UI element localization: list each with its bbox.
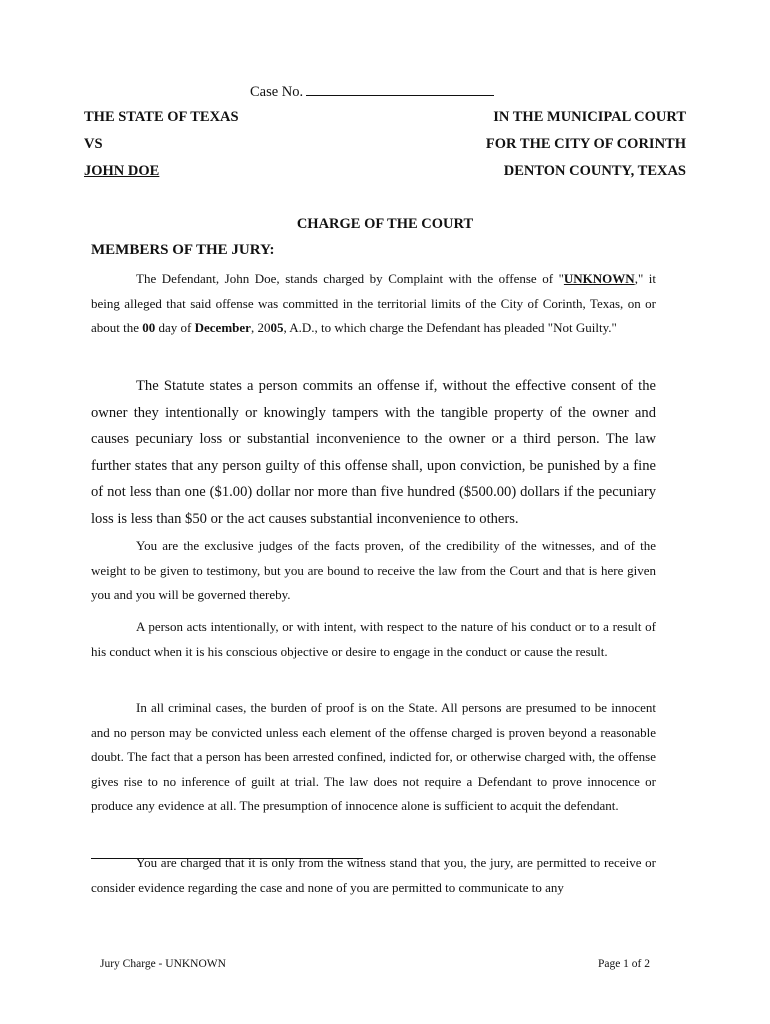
paragraph-charge: The Defendant, John Doe, stands charged by Complaint with the offense of "UNKNOWN," it being alleged that said offense was committed in the territorial limits of the City of Corinth, Texas, on or about the 00 day of December, 2005, A.D., to which charge the Defendant has pleaded "Not Guilty." xyxy=(91,271,657,336)
strikethrough-mark xyxy=(91,858,363,859)
caption-versus: VS xyxy=(84,136,103,152)
paragraph-witness-stand: You are charged that it is only from the witness stand that you, the jury, are permitted to receive or consider evidence regarding the case and none of you are permitted to communicate to any xyxy=(91,855,656,895)
paragraph-burden-of-proof: In all criminal cases, the burden of proof is on the State. All persons are presumed to be innocent and no person may be convicted unless each element of the offense charged is proven beyond a reasonable doubt. The fact that a person has been arrested confined, indicted for, or otherwise charged with, the offense gives rise to no inference of guilt at trial. The law does not require a Defendant to prove innocence or produce any evidence at all. The presumption of innocence alone is sufficient to acquit the defendant. xyxy=(91,700,656,813)
caption-plaintiff: THE STATE OF TEXAS xyxy=(84,109,239,125)
caption-defendant: JOHN DOE xyxy=(84,163,160,179)
offense-name: UNKNOWN xyxy=(563,271,635,286)
case-number-label: Case No. xyxy=(250,84,304,100)
paragraph-statute: The Statute states a person commits an offense if, without the effective consent of the owner they intentionally or knowingly tampers with the tangible property of the owner and causes pecuniary loss or substantial inconvenience to the owner or a third person. The law further states that any person guilty of this offense shall, upon conviction, be punished by a fine of not less than one ($1.00) dollar nor more than five hundred ($500.00) dollars if the pecuniary loss is less than $50 or the act causes substantial inconvenience to others. xyxy=(91,378,656,527)
caption-county: DENTON COUNTY, TEXAS xyxy=(503,163,686,179)
offense-day: 00 xyxy=(142,320,156,336)
page-number: Page 1 of 2 xyxy=(597,958,650,970)
case-number-blank xyxy=(306,82,494,96)
footer-title: Jury Charge - UNKNOWN xyxy=(100,958,226,970)
caption-city: FOR THE CITY OF CORINTH xyxy=(485,136,686,152)
offense-year: 05 xyxy=(270,320,284,336)
case-number-line xyxy=(250,82,494,101)
jury-salutation: MEMBERS OF THE JURY: xyxy=(91,242,275,258)
offense-month: December xyxy=(194,320,251,336)
document-title: CHARGE OF THE COURT xyxy=(296,216,474,232)
caption-court: IN THE MUNICIPAL COURT xyxy=(493,109,686,125)
paragraph-judges: You are the exclusive judges of the facts proven, of the credibility of the witnesses, and of the weight to be given to testimony, but you are bound to receive the law from the Court and that is here given you and you will be governed thereby. xyxy=(91,538,656,602)
paragraph-intent: A person acts intentionally, or with intent, with respect to the nature of his conduct or to a result of his conduct when it is his conscious objective or desire to engage in the conduct or cause the result. xyxy=(91,619,656,659)
